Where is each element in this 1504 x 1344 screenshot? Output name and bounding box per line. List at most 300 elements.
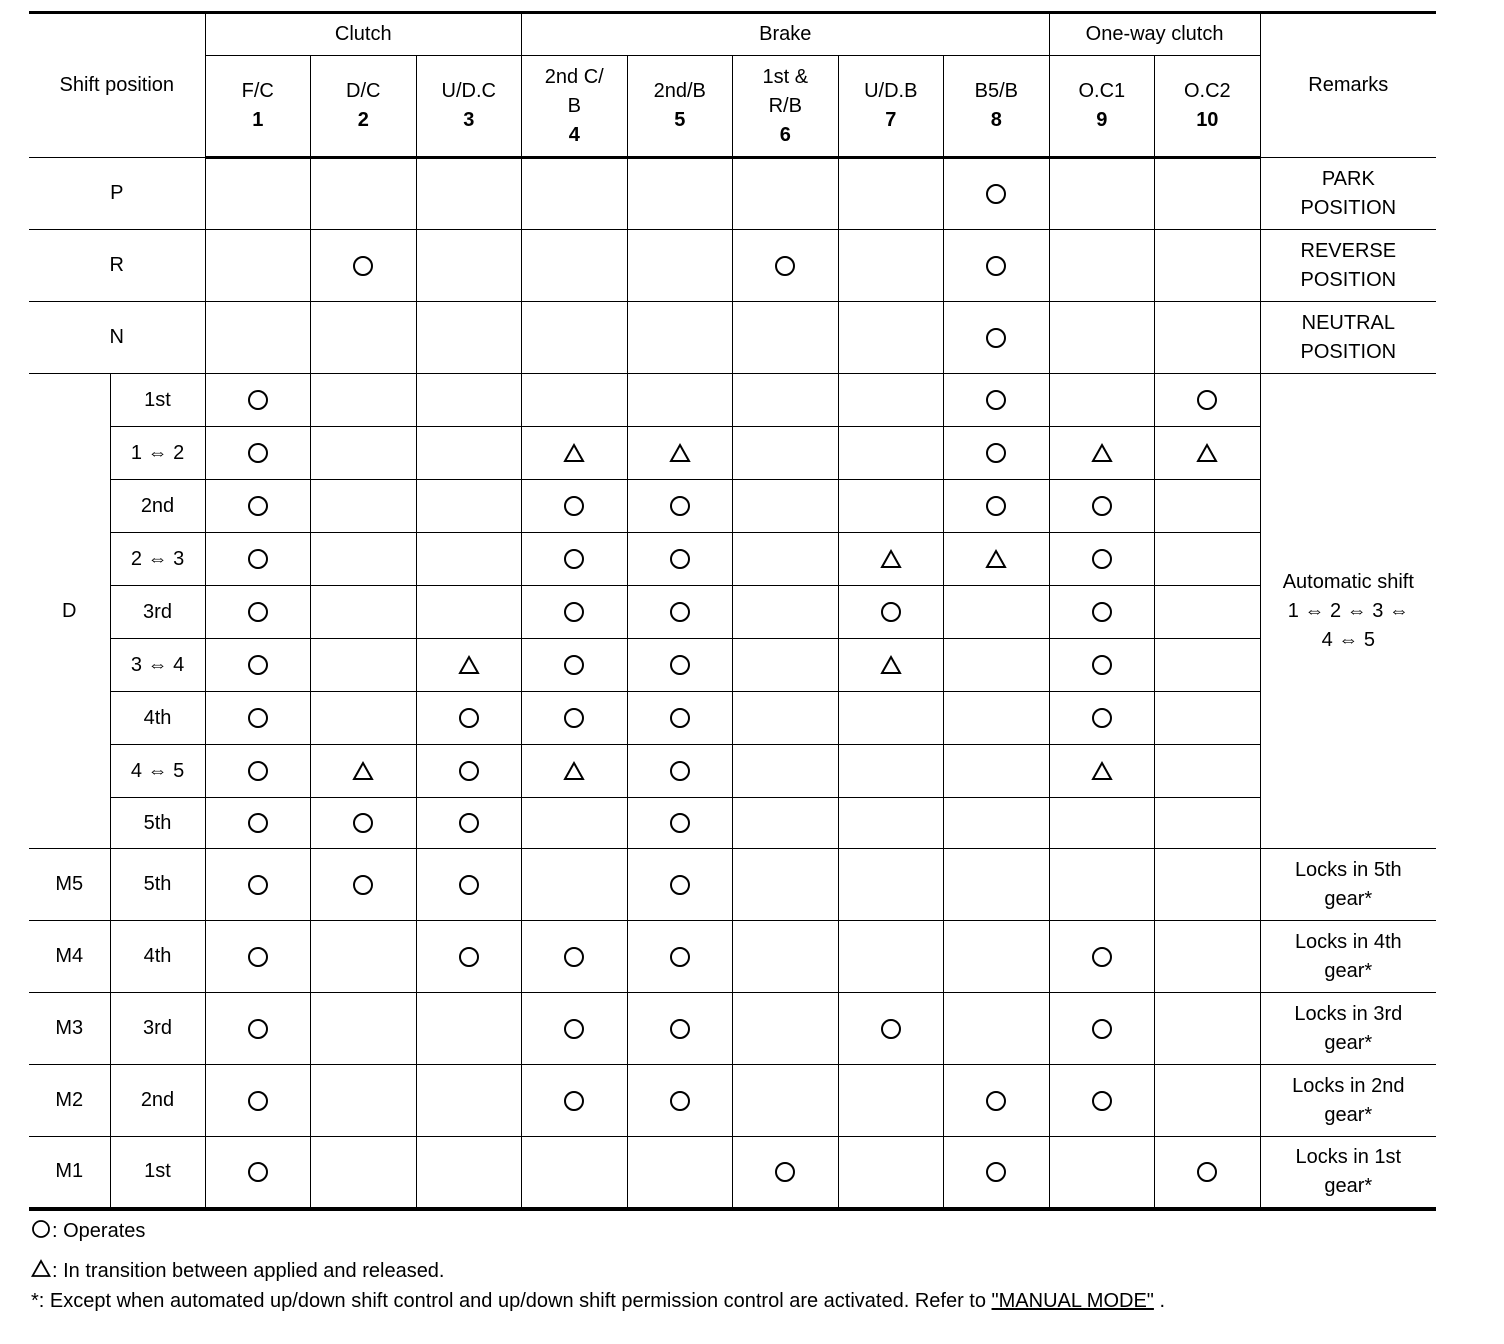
- mark-cell: [627, 586, 733, 639]
- mark-cell: [416, 480, 522, 533]
- mark-cell: [522, 533, 628, 586]
- mark-cell: [733, 921, 839, 993]
- triangle-icon: [669, 442, 691, 464]
- gear-label: 2nd: [110, 1065, 205, 1137]
- circle-icon: [669, 707, 691, 729]
- mark-cell: [733, 480, 839, 533]
- shift-position-label: M2: [29, 1065, 110, 1137]
- table-row: [29, 639, 1436, 692]
- mark-cell: [205, 374, 311, 427]
- remarks-cell: [1260, 849, 1436, 921]
- mark-cell: [311, 230, 417, 302]
- remark-line: 4 ⇔ 5: [1321, 628, 1375, 651]
- mark-cell: [311, 849, 417, 921]
- mark-cell: [733, 1137, 839, 1209]
- brake-group-header: Brake: [522, 13, 1050, 56]
- mark-cell: [944, 798, 1050, 849]
- column-header-4: [522, 56, 628, 158]
- circle-icon: [563, 707, 585, 729]
- mark-cell: [944, 533, 1050, 586]
- column-name: O.C2: [1183, 80, 1231, 102]
- gear-label: 4 ⇔ 5: [110, 745, 205, 798]
- column-number: 5: [674, 109, 686, 131]
- shift-position-label: M5: [29, 849, 110, 921]
- gear-label: 1 ⇔ 2: [110, 427, 205, 480]
- footnote-end: .: [1153, 1290, 1166, 1312]
- mark-cell: [416, 921, 522, 993]
- remarks-cell: [1260, 374, 1436, 849]
- mark-cell: [627, 480, 733, 533]
- mark-cell: [205, 849, 311, 921]
- circle-icon: [669, 946, 691, 968]
- mark-cell: [205, 158, 311, 230]
- mark-cell: [627, 158, 733, 230]
- mark-cell: [944, 1065, 1050, 1137]
- column-number: 7: [885, 109, 897, 131]
- mark-cell: [1155, 849, 1261, 921]
- column-name: O.C1: [1078, 80, 1126, 102]
- table-row: [29, 302, 1436, 374]
- mark-cell: [416, 302, 522, 374]
- mark-cell: [522, 158, 628, 230]
- mark-cell: [944, 993, 1050, 1065]
- gear-label: 2nd: [110, 480, 205, 533]
- circle-icon: [352, 874, 374, 896]
- mark-cell: [838, 1137, 944, 1209]
- column-number: 6: [779, 123, 791, 146]
- mark-cell: [838, 921, 944, 993]
- mark-cell: [1049, 993, 1155, 1065]
- triangle-icon: [1091, 760, 1113, 782]
- column-number: 8: [990, 109, 1002, 131]
- column-header-8: [944, 56, 1050, 158]
- circle-icon: [352, 812, 374, 834]
- circle-icon: [563, 601, 585, 623]
- mark-cell: [522, 745, 628, 798]
- circle-icon: [247, 548, 269, 570]
- legend-operates-text: : Operates: [52, 1220, 146, 1242]
- mark-cell: [1049, 374, 1155, 427]
- mark-cell: [311, 158, 417, 230]
- shift-position-header: Shift position: [29, 13, 205, 158]
- circle-icon: [247, 442, 269, 464]
- mark-cell: [838, 230, 944, 302]
- circle-icon: [458, 946, 480, 968]
- mark-cell: [416, 230, 522, 302]
- mark-cell: [416, 586, 522, 639]
- shift-position-label: D: [29, 374, 110, 849]
- mark-cell: [1049, 158, 1155, 230]
- circle-icon: [247, 495, 269, 517]
- mark-cell: [944, 692, 1050, 745]
- remark-line: gear*: [1324, 887, 1373, 910]
- table-row: [29, 586, 1436, 639]
- remark-line: Automatic shift: [1282, 570, 1414, 593]
- mark-cell: [1155, 302, 1261, 374]
- mark-cell: [205, 1137, 311, 1209]
- mark-cell: [733, 158, 839, 230]
- circle-icon: [563, 946, 585, 968]
- mark-cell: [944, 480, 1050, 533]
- gear-label: 3rd: [110, 586, 205, 639]
- column-header-9: [1049, 56, 1155, 158]
- mark-cell: [416, 533, 522, 586]
- clutch-group-header: Clutch: [205, 13, 522, 56]
- mark-cell: [205, 798, 311, 849]
- table-row: [29, 533, 1436, 586]
- mark-cell: [1049, 639, 1155, 692]
- remarks-cell: [1260, 993, 1436, 1065]
- circle-icon: [247, 389, 269, 411]
- circle-icon: [563, 1018, 585, 1040]
- mark-cell: [838, 480, 944, 533]
- column-name: 2nd/B: [653, 80, 706, 102]
- mark-cell: [838, 302, 944, 374]
- circle-icon: [669, 760, 691, 782]
- mark-cell: [522, 993, 628, 1065]
- circle-icon: [247, 874, 269, 896]
- mark-cell: [205, 230, 311, 302]
- mark-cell: [838, 158, 944, 230]
- circle-icon: [669, 601, 691, 623]
- mark-cell: [733, 692, 839, 745]
- remark-line: POSITION: [1300, 340, 1397, 363]
- mark-cell: [416, 374, 522, 427]
- mark-cell: [205, 427, 311, 480]
- mark-cell: [1049, 230, 1155, 302]
- mark-cell: [522, 302, 628, 374]
- mark-cell: [522, 692, 628, 745]
- mark-cell: [838, 427, 944, 480]
- mark-cell: [838, 586, 944, 639]
- column-name-cont: R/B: [768, 94, 802, 117]
- triangle-icon: [458, 654, 480, 676]
- mark-cell: [205, 921, 311, 993]
- remarks-cell: [1260, 302, 1436, 374]
- mark-cell: [522, 1065, 628, 1137]
- triangle-icon: [1196, 442, 1218, 464]
- table-row: [29, 374, 1436, 427]
- triangle-icon: [1091, 442, 1113, 464]
- column-header-10: [1155, 56, 1261, 158]
- remark-line: PARK: [1321, 167, 1375, 190]
- mark-cell: [1049, 849, 1155, 921]
- circle-icon: [880, 1018, 902, 1040]
- mark-cell: [627, 849, 733, 921]
- circle-icon: [669, 548, 691, 570]
- mark-cell: [733, 533, 839, 586]
- circle-icon: [458, 812, 480, 834]
- mark-cell: [838, 849, 944, 921]
- mark-cell: [733, 1065, 839, 1137]
- mark-cell: [416, 798, 522, 849]
- mark-cell: [416, 993, 522, 1065]
- circle-icon: [247, 812, 269, 834]
- circle-icon: [880, 601, 902, 623]
- mark-cell: [1155, 158, 1261, 230]
- mark-cell: [311, 639, 417, 692]
- column-number: 1: [252, 109, 264, 131]
- circle-icon: [1091, 548, 1113, 570]
- circle-icon: [31, 1218, 51, 1238]
- mark-cell: [416, 745, 522, 798]
- circle-icon: [247, 1090, 269, 1112]
- circle-icon: [985, 442, 1007, 464]
- mark-cell: [522, 639, 628, 692]
- legend: [31, 1216, 1165, 1316]
- mark-cell: [627, 374, 733, 427]
- mark-cell: [1049, 302, 1155, 374]
- remarks-cell: [1260, 921, 1436, 993]
- column-header-6: [733, 56, 839, 158]
- mark-cell: [838, 993, 944, 1065]
- column-number: 9: [1096, 109, 1108, 131]
- column-header-5: [627, 56, 733, 158]
- remark-line: Locks in 4th: [1294, 930, 1402, 953]
- mark-cell: [416, 1137, 522, 1209]
- mark-cell: [311, 921, 417, 993]
- mark-cell: [1155, 1137, 1261, 1209]
- mark-cell: [522, 427, 628, 480]
- circle-icon: [669, 812, 691, 834]
- mark-cell: [627, 745, 733, 798]
- mark-cell: [944, 302, 1050, 374]
- mark-cell: [944, 230, 1050, 302]
- circle-icon: [669, 1018, 691, 1040]
- circle-icon: [563, 1090, 585, 1112]
- circle-icon: [563, 654, 585, 676]
- circle-icon: [985, 1090, 1007, 1112]
- mark-cell: [416, 1065, 522, 1137]
- mark-cell: [522, 798, 628, 849]
- mark-cell: [1155, 374, 1261, 427]
- mark-cell: [944, 427, 1050, 480]
- mark-cell: [838, 533, 944, 586]
- circle-icon: [352, 255, 374, 277]
- mark-cell: [944, 374, 1050, 427]
- column-name: 2nd C/: [544, 65, 604, 88]
- mark-cell: [205, 302, 311, 374]
- mark-cell: [1155, 921, 1261, 993]
- gear-label: 5th: [110, 798, 205, 849]
- mark-cell: [522, 374, 628, 427]
- mark-cell: [1155, 639, 1261, 692]
- mark-cell: [1049, 745, 1155, 798]
- shift-position-label: M1: [29, 1137, 110, 1209]
- column-name-cont: B: [567, 94, 581, 117]
- mark-cell: [1155, 1065, 1261, 1137]
- triangle-icon: [985, 548, 1007, 570]
- circle-icon: [985, 389, 1007, 411]
- mark-cell: [522, 849, 628, 921]
- circle-icon: [669, 1090, 691, 1112]
- circle-icon: [247, 760, 269, 782]
- mark-cell: [1155, 230, 1261, 302]
- mark-cell: [205, 745, 311, 798]
- table-row: [29, 1065, 1436, 1137]
- mark-cell: [205, 993, 311, 1065]
- mark-cell: [944, 586, 1050, 639]
- circle-icon: [247, 1161, 269, 1183]
- mark-cell: [205, 480, 311, 533]
- mark-cell: [733, 230, 839, 302]
- mark-cell: [1049, 1065, 1155, 1137]
- mark-cell: [205, 639, 311, 692]
- mark-cell: [627, 1137, 733, 1209]
- remark-line: POSITION: [1300, 268, 1397, 291]
- mark-cell: [416, 692, 522, 745]
- table-row: [29, 427, 1436, 480]
- mark-cell: [311, 533, 417, 586]
- remark-line: Locks in 2nd: [1292, 1074, 1405, 1097]
- circle-icon: [1196, 1161, 1218, 1183]
- remark-line: 1 ⇔ 2 ⇔ 3 ⇔: [1287, 599, 1409, 622]
- mark-cell: [733, 745, 839, 798]
- legend-transition: [31, 1256, 1165, 1286]
- circle-icon: [563, 548, 585, 570]
- mark-cell: [311, 1137, 417, 1209]
- mark-cell: [733, 798, 839, 849]
- triangle-icon: [31, 1258, 51, 1278]
- manual-mode-link[interactable]: "MANUAL MODE": [991, 1290, 1154, 1312]
- circle-icon: [1091, 946, 1113, 968]
- circle-icon: [669, 874, 691, 896]
- circle-icon: [247, 601, 269, 623]
- column-number: 3: [463, 109, 475, 131]
- mark-cell: [1049, 921, 1155, 993]
- remark-line: REVERSE: [1300, 239, 1397, 262]
- column-name: U/D.C: [441, 80, 496, 102]
- mark-cell: [522, 230, 628, 302]
- mark-cell: [311, 480, 417, 533]
- mark-cell: [838, 692, 944, 745]
- legend-footnote: [31, 1286, 1165, 1316]
- mark-cell: [627, 302, 733, 374]
- table-row: [29, 692, 1436, 745]
- mark-cell: [838, 639, 944, 692]
- table-row: [29, 849, 1436, 921]
- gear-label: 1st: [110, 374, 205, 427]
- mark-cell: [1049, 798, 1155, 849]
- gear-label: 1st: [110, 1137, 205, 1209]
- circle-icon: [985, 1161, 1007, 1183]
- mark-cell: [1049, 586, 1155, 639]
- remark-line: POSITION: [1300, 196, 1397, 219]
- mark-cell: [311, 374, 417, 427]
- mark-cell: [1155, 745, 1261, 798]
- column-name: F/C: [241, 80, 274, 102]
- column-number: 10: [1196, 109, 1219, 131]
- mark-cell: [733, 849, 839, 921]
- mark-cell: [627, 427, 733, 480]
- circle-icon: [563, 495, 585, 517]
- table-row: [29, 798, 1436, 849]
- mark-cell: [311, 427, 417, 480]
- mark-cell: [944, 745, 1050, 798]
- gear-label: 4th: [110, 692, 205, 745]
- table-row: [29, 993, 1436, 1065]
- mark-cell: [1155, 533, 1261, 586]
- circle-icon: [1091, 1018, 1113, 1040]
- table-row: [29, 1137, 1436, 1209]
- mark-cell: [522, 921, 628, 993]
- mark-cell: [1155, 586, 1261, 639]
- mark-cell: [205, 692, 311, 745]
- gear-label: 4th: [110, 921, 205, 993]
- mark-cell: [627, 230, 733, 302]
- footnote-text: *: Except when automated up/down shift control and up/down shift permission control are activated. Refer to: [31, 1290, 992, 1312]
- mark-cell: [733, 374, 839, 427]
- shift-position-label: N: [29, 302, 205, 374]
- circle-icon: [774, 255, 796, 277]
- remark-line: gear*: [1324, 959, 1373, 982]
- circle-icon: [1091, 601, 1113, 623]
- shift-table-container: [29, 11, 1436, 1211]
- mark-cell: [522, 586, 628, 639]
- mark-cell: [944, 849, 1050, 921]
- table-row: [29, 158, 1436, 230]
- mark-cell: [522, 1137, 628, 1209]
- table-row: [29, 480, 1436, 533]
- circle-icon: [985, 327, 1007, 349]
- remarks-cell: [1260, 1065, 1436, 1137]
- mark-cell: [416, 849, 522, 921]
- circle-icon: [247, 1018, 269, 1040]
- mark-cell: [627, 798, 733, 849]
- remarks-cell: [1260, 158, 1436, 230]
- column-name: D/C: [346, 80, 381, 102]
- column-header-2: [311, 56, 417, 158]
- mark-cell: [522, 480, 628, 533]
- mark-cell: [311, 302, 417, 374]
- mark-cell: [311, 993, 417, 1065]
- mark-cell: [627, 921, 733, 993]
- circle-icon: [1091, 495, 1113, 517]
- column-number: 4: [568, 123, 580, 146]
- header-row-columns: [29, 56, 1436, 158]
- oneway-clutch-group-header: One-way clutch: [1049, 13, 1260, 56]
- legend-transition-text: : In transition between applied and released.: [52, 1260, 445, 1282]
- remark-line: gear*: [1324, 1174, 1373, 1197]
- mark-cell: [1049, 692, 1155, 745]
- shift-position-label: M4: [29, 921, 110, 993]
- mark-cell: [416, 427, 522, 480]
- circle-icon: [1091, 654, 1113, 676]
- gear-label: 3 ⇔ 4: [110, 639, 205, 692]
- mark-cell: [733, 302, 839, 374]
- mark-cell: [944, 921, 1050, 993]
- mark-cell: [311, 798, 417, 849]
- mark-cell: [1155, 480, 1261, 533]
- mark-cell: [627, 533, 733, 586]
- mark-cell: [1155, 798, 1261, 849]
- mark-cell: [838, 798, 944, 849]
- mark-cell: [1049, 533, 1155, 586]
- mark-cell: [838, 374, 944, 427]
- mark-cell: [944, 158, 1050, 230]
- circle-icon: [247, 654, 269, 676]
- table-row: [29, 921, 1436, 993]
- column-header-7: [838, 56, 944, 158]
- gear-label: 2 ⇔ 3: [110, 533, 205, 586]
- shift-position-label: M3: [29, 993, 110, 1065]
- remark-line: gear*: [1324, 1103, 1373, 1126]
- mark-cell: [627, 993, 733, 1065]
- mark-cell: [311, 692, 417, 745]
- mark-cell: [627, 639, 733, 692]
- mark-cell: [1155, 993, 1261, 1065]
- column-header-3: [416, 56, 522, 158]
